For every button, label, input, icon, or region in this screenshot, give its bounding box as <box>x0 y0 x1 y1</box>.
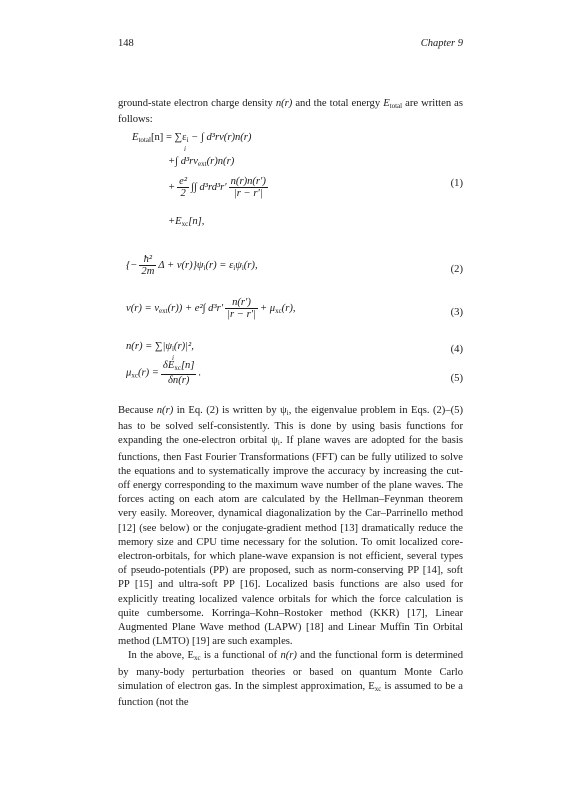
equation-1-line-1: $E_{total}[n] = \sum\varepsilon_i$ − ∫ d³rv(r)n(r) <box>132 132 252 144</box>
equation-1-number: (1) <box>450 178 463 189</box>
page-number: 148 <box>118 38 134 49</box>
equation-1 <box>118 132 463 260</box>
equation-3-number: (3) <box>450 307 463 318</box>
equation-5: $\mu_{xc}(r)$ = $\frac{\delta E_{xc}[n]}{\delta n(r)}$ . (5) <box>126 360 463 386</box>
equation-1-sum-index: i <box>184 145 186 153</box>
paragraph-2: In the above, $E_{xc}$ is a functional of n(r) and the functional form is determined by many-body perturbation theories or based on quantum Monte Carlo simulation of electron gas. In the simplest approximation, $E_{xc}$ is assumed to be a function (not the <box>118 650 464 709</box>
equation-4-number: (4) <box>450 344 463 355</box>
running-header <box>118 38 463 52</box>
equation-3: $v(r) = v_{ext}(r)) + e^2\int$ d³r′ $\frac{n(r')}{|r - r'|}$ + $\mu_{xc}(r)$, (3) <box>126 297 463 320</box>
intro-paragraph: ground-state electron charge density n(r) and the total energy $E_{total}$ are written as follows: <box>118 98 463 126</box>
equation-5-number: (5) <box>450 373 463 384</box>
equation-1-line-4: $+E_{xc}[n]$, <box>168 216 205 228</box>
equation-1-line-2: +∫ $d^3rv_{ext}(r)n(r)$ <box>168 156 235 168</box>
equation-2: {− $\frac{\text{ħ²}}{2m}$ $\Delta + v(r)\}\psi_i(r) = \varepsilon_i\psi_i(r)$, (2) <box>126 254 463 277</box>
paragraph-1: Because n(r) in Eq. (2) is written by $\psi_i$, the eigenvalue problem in Eqs. (2)–(5) has to be solved self-consistently. This is done by using basis functions for expanding the one-electron orbital $\psi_i$. If plane waves are adopted for the basis functions, then Fast Fourier Transformations (FFT) can be fully utilized to solve the equations and to systematically improve the accuracy by increasing the cut-off energy corresponding to the maximum wave number of the plane waves. The forces acting on each atom are calculated by the Hellman–Feynman theorem very easily. Moreover, dynamical diagonalization by the Car–Parrinello method [12] (see below) or the conjugate-gradient method [13] dramatically reduce the memory size and CPU time necessary for the solution. To omit localized core-electron-orbitals, for which plane-wave expansion is not efficient, several types of pseudo-potentials (PP) are proposed, such as norm-conserving PP [14], soft PP [15] and ultra-soft PP [16]. Localized basis functions are also used for explicitly treating localized valence orbitals for which the force calculation is quite cumbersome. Korringa–Kohn–Rostoker method (KKR) [17], Linear Augmented Plane Wave method (LAPW) [18] and Linear Muffin Tin Orbital method (LMTO) [19] are such examples. <box>118 405 463 648</box>
chapter-label: Chapter 9 <box>420 38 463 49</box>
equation-2-number: (2) <box>450 264 463 275</box>
body-text <box>118 404 463 710</box>
equation-1-line-3: + $\frac{\text{e²}}{2}$ ∫∫ d³rd³r′ $\frac{n(r)n(r')}{|r - r'|}$ <box>168 176 266 199</box>
equation-4: $n(r) = \sum|\psi_i(r)|^2$, i (4) <box>126 341 463 362</box>
